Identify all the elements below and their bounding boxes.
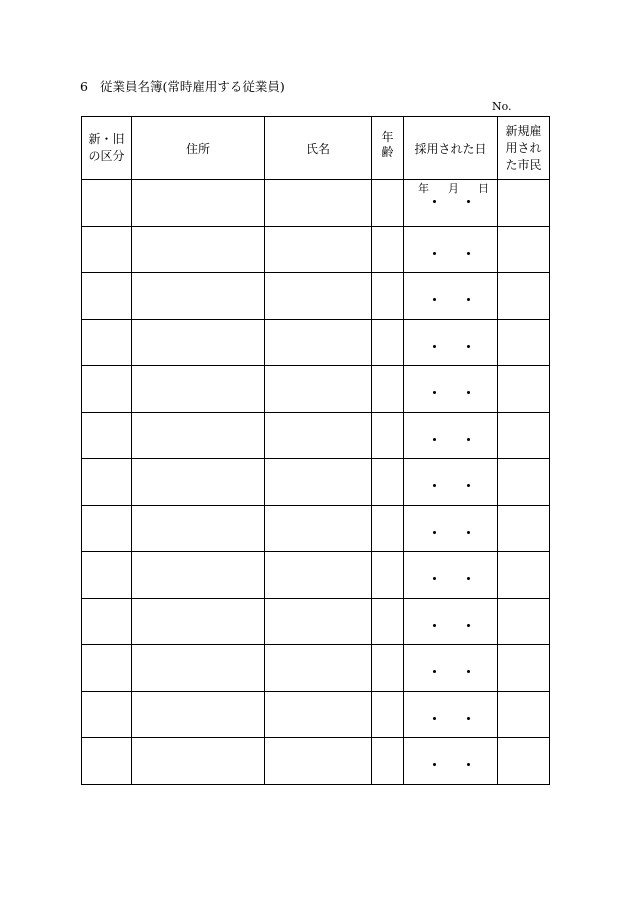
header-category-line1: 新・旧 [88,132,125,146]
employee-roster-table [81,116,550,785]
date-separator-dot [433,670,436,673]
table-row [82,645,550,692]
cell-name[interactable] [265,366,372,413]
date-separator-dot [467,717,470,720]
cell-address[interactable] [132,226,265,273]
cell-age[interactable] [372,459,404,506]
cell-address[interactable] [132,180,265,227]
cell-address[interactable] [132,645,265,692]
cell-age[interactable] [372,738,404,785]
table-row [82,366,550,413]
cell-category[interactable] [82,459,132,506]
header-age-line1: 年 [381,130,394,144]
cell-address[interactable] [132,598,265,645]
date-separator-dot [433,391,436,394]
header-citizen-line1: 新規雇 [505,123,542,138]
date-separator-dot [467,624,470,627]
cell-hire-date[interactable] [404,459,498,506]
cell-new-citizen[interactable] [498,412,550,459]
table-row [82,273,550,320]
table-row [82,180,550,227]
cell-age[interactable] [372,691,404,738]
cell-new-citizen[interactable] [498,319,550,366]
date-unit-labels [404,182,497,196]
table-row [82,459,550,506]
header-citizen-line2: 用され [505,140,542,155]
cell-age[interactable] [372,180,404,227]
cell-address[interactable] [132,691,265,738]
cell-category[interactable] [82,226,132,273]
cell-new-citizen[interactable] [498,645,550,692]
cell-name[interactable] [265,319,372,366]
date-unit-month: 月 [448,182,459,195]
cell-address[interactable] [132,738,265,785]
date-separator-dot [467,438,470,441]
cell-name[interactable] [265,412,372,459]
table-row [82,552,550,599]
cell-new-citizen[interactable] [498,459,550,506]
cell-age[interactable] [372,412,404,459]
cell-age[interactable] [372,319,404,366]
cell-category[interactable] [82,598,132,645]
cell-age[interactable] [372,598,404,645]
cell-category[interactable] [82,366,132,413]
document-number-label: No. [492,100,512,113]
cell-name[interactable] [265,598,372,645]
cell-category[interactable] [82,552,132,599]
section-title-text: 従業員名簿(常時雇用する従業員) [99,79,285,94]
cell-age[interactable] [372,273,404,320]
cell-age[interactable] [372,645,404,692]
cell-name[interactable] [265,459,372,506]
cell-address[interactable] [132,273,265,320]
date-separator-dot [433,763,436,766]
cell-hire-date[interactable] [404,226,498,273]
date-separator-dot [467,531,470,534]
date-separator-dot [433,298,436,301]
cell-address[interactable] [132,319,265,366]
cell-category[interactable] [82,412,132,459]
header-citizen-line3: た市民 [505,157,542,172]
date-separator-dot [433,531,436,534]
cell-new-citizen[interactable] [498,598,550,645]
cell-age[interactable] [372,366,404,413]
cell-hire-date[interactable] [404,412,498,459]
date-separator-dot [467,298,470,301]
cell-hire-date[interactable] [404,645,498,692]
header-category-line2: の区分 [88,149,125,163]
cell-new-citizen[interactable] [498,273,550,320]
date-separator-dot [467,670,470,673]
header-age [372,117,404,180]
header-address: 住所 [132,117,265,180]
date-unit-year: 年 [418,182,429,195]
cell-address[interactable] [132,366,265,413]
cell-new-citizen[interactable] [498,738,550,785]
date-separator-dot [467,200,470,203]
section-title [80,79,285,95]
date-separator-dot [467,484,470,487]
cell-category[interactable] [82,273,132,320]
cell-age[interactable] [372,505,404,552]
table-row [82,505,550,552]
cell-hire-date[interactable] [404,691,498,738]
cell-age[interactable] [372,552,404,599]
date-separator-dot [467,763,470,766]
header-hire-date: 採用された日 [404,117,498,180]
section-number: 6 [80,79,88,94]
cell-new-citizen[interactable] [498,691,550,738]
cell-name[interactable] [265,552,372,599]
date-separator-dot [433,624,436,627]
date-separator-dot [467,345,470,348]
cell-category[interactable] [82,738,132,785]
date-unit-day: 日 [478,182,489,195]
cell-name[interactable] [265,226,372,273]
table-row [82,226,550,273]
table-header-row [82,117,550,180]
table-row [82,598,550,645]
date-separator-dot [467,577,470,580]
date-separator-dot [433,252,436,255]
cell-hire-date[interactable] [404,319,498,366]
cell-new-citizen[interactable] [498,505,550,552]
cell-new-citizen[interactable] [498,366,550,413]
table-row [82,319,550,366]
cell-name[interactable] [265,273,372,320]
cell-address[interactable] [132,552,265,599]
date-separator-dot [467,391,470,394]
cell-hire-date[interactable] [404,738,498,785]
table-row [82,738,550,785]
date-separator-dot [433,345,436,348]
cell-name[interactable] [265,505,372,552]
cell-hire-date[interactable] [404,598,498,645]
header-category [82,117,132,180]
header-name: 氏名 [265,117,372,180]
cell-hire-date[interactable] [404,366,498,413]
cell-address[interactable] [132,459,265,506]
cell-hire-date[interactable] [404,180,498,227]
header-new-citizen [498,117,550,180]
cell-category[interactable] [82,319,132,366]
cell-name[interactable] [265,738,372,785]
cell-category[interactable] [82,691,132,738]
date-separator-dot [433,484,436,487]
table-body [82,180,550,785]
date-separator-dot [433,717,436,720]
cell-address[interactable] [132,412,265,459]
table-row [82,412,550,459]
date-separator-dot [467,252,470,255]
table-row [82,691,550,738]
cell-address[interactable] [132,505,265,552]
cell-new-citizen[interactable] [498,552,550,599]
cell-hire-date[interactable] [404,273,498,320]
header-age-line2: 齢 [381,145,394,159]
cell-category[interactable] [82,505,132,552]
cell-category[interactable] [82,180,132,227]
cell-name[interactable] [265,180,372,227]
cell-name[interactable] [265,645,372,692]
date-separator-dot [433,577,436,580]
cell-name[interactable] [265,691,372,738]
cell-category[interactable] [82,645,132,692]
cell-new-citizen[interactable] [498,226,550,273]
date-separator-dot [433,438,436,441]
cell-hire-date[interactable] [404,505,498,552]
date-separator-dot [433,200,436,203]
cell-new-citizen[interactable] [498,180,550,227]
cell-hire-date[interactable] [404,552,498,599]
cell-age[interactable] [372,226,404,273]
